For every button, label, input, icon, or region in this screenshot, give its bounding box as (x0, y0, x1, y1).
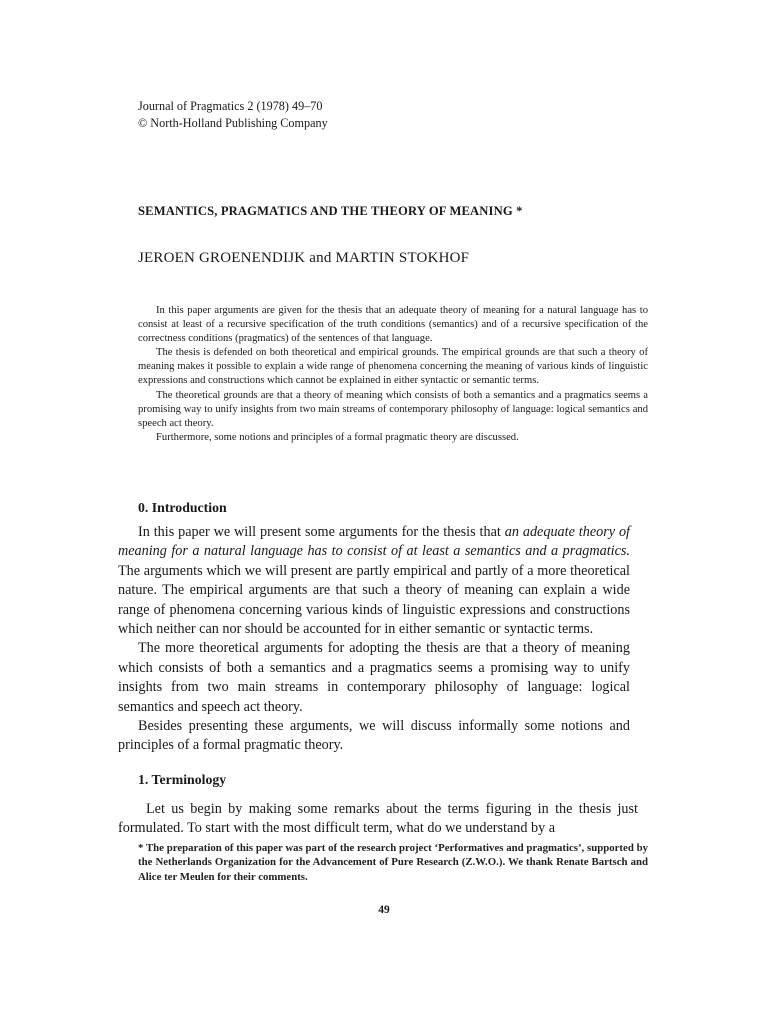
abstract-paragraph: Furthermore, some notions and principles of a formal pragmatic theory are discussed. (156, 431, 519, 443)
introduction-body (118, 523, 630, 756)
article-title: SEMANTICS, PRAGMATICS AND THE THEORY OF MEANING * (138, 204, 523, 218)
thesis-emphasis: an adequate theory of meaning for a natural language has to consist of at least a semantics and a pragmatics. (118, 524, 630, 560)
section-heading-terminology: 1. Terminology (138, 772, 227, 787)
body-paragraph: Besides presenting these arguments, we will discuss informally some notions and principles of a formal pragmatic theory. (118, 718, 630, 754)
page-number: 49 (378, 904, 390, 916)
journal-header (138, 98, 558, 132)
body-paragraph: The more theoretical arguments for adopting the thesis are that a theory of meaning which consists of both a semantics and a pragmatics seems a promising way to unify insights from two main streams in contemporary philosophy of language: logical semantics and speech act theory. (118, 640, 630, 715)
abstract-paragraph: The theoretical grounds are that a theory of meaning which consists of both a semantics and a pragmatics seems a promising way to unify insights from two main streams of contemporary philosophy of language: logical semantics and speech act theory. (138, 389, 648, 429)
article-authors: JEROEN GROENENDIJK and MARTIN STOKHOF (138, 250, 470, 266)
body-paragraph (118, 523, 630, 639)
abstract-paragraph: In this paper arguments are given for the thesis that an adequate theory of meaning for a natural language has to consist at least of a recursive specification of the truth conditions (semantics) and of a recursive specification of the correctness conditions (pragmatics) of the sentences of that language. (138, 305, 648, 345)
terminology-body (118, 800, 638, 839)
body-paragraph: Let us begin by making some remarks about the terms figuring in the thesis just formulated. To start with the most difficult term, what do we understand by a (118, 801, 638, 837)
text-run: In this paper we will present some arguments for the thesis that (138, 524, 505, 540)
abstract (138, 304, 648, 445)
abstract-paragraph: The thesis is defended on both theoretical and empirical grounds. The empirical grounds are that such a theory of meaning makes it possible to explain a wide range of phenomena concerning the meaning of various kinds of linguistic expressions and constructions which cannot be explained in either syntactic or semantic terms. (138, 347, 648, 387)
footnote: * The preparation of this paper was part of the research project ‘Performatives and pragmatics’, supported by the Netherlands Organization for the Advancement of Pure Research (Z.W.O.). We thank Renate Bartsch and Alice ter Meulen for their comments. (138, 842, 648, 883)
publisher-line: © North-Holland Publishing Company (138, 116, 328, 130)
text-run: The arguments which we will present are partly empirical and partly of a more theoretical nature. The empirical arguments are that such a theory of meaning can explain a wide range of phenomena concerning various kinds of linguistic expressions and constructions which neither can nor should be accounted for in either semantic or syntactic terms. (118, 562, 630, 638)
section-heading-introduction: 0. Introduction (138, 500, 227, 515)
journal-citation: Journal of Pragmatics 2 (1978) 49–70 (138, 99, 323, 113)
